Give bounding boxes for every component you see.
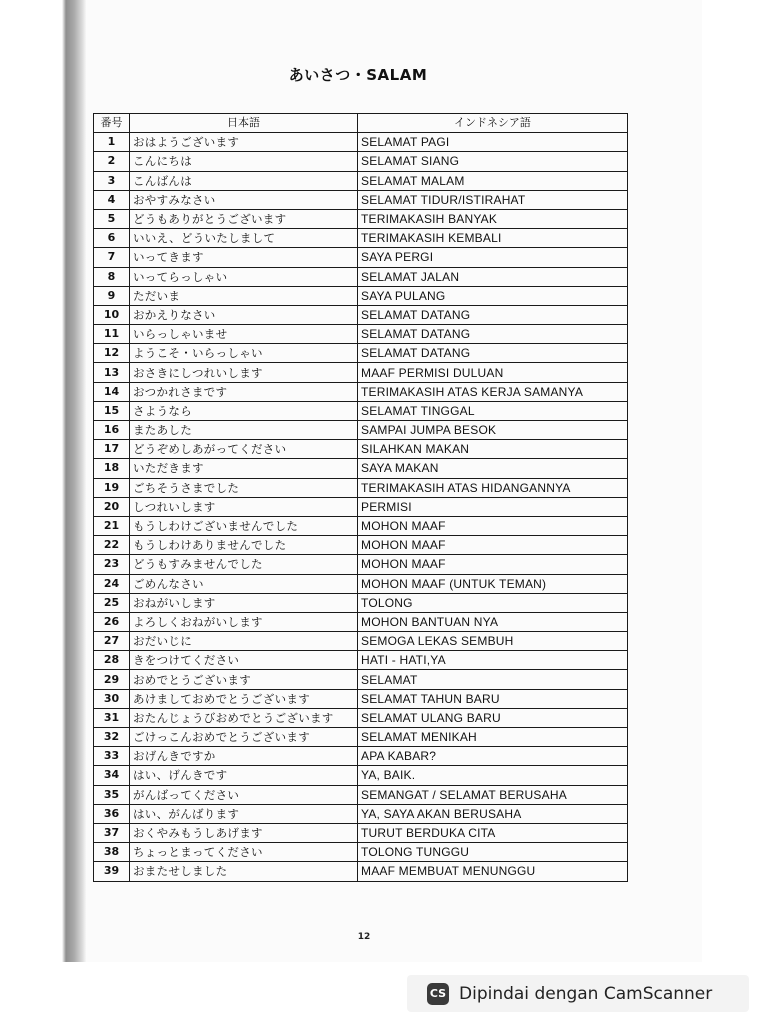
- row-number: 14: [94, 382, 130, 401]
- row-number: 34: [94, 766, 130, 785]
- japanese-phrase: いってらっしゃい: [130, 267, 358, 286]
- table-row: [94, 305, 628, 324]
- japanese-phrase: いらっしゃいませ: [130, 325, 358, 344]
- indonesian-translation: MAAF MEMBUAT MENUNGGU: [358, 862, 628, 881]
- table-row: [94, 804, 628, 823]
- japanese-phrase: ちょっとまってください: [130, 843, 358, 862]
- japanese-phrase: がんばってください: [130, 785, 358, 804]
- japanese-phrase: ごめんなさい: [130, 574, 358, 593]
- table-row: [94, 766, 628, 785]
- table-row: [94, 229, 628, 248]
- table-row: [94, 209, 628, 228]
- row-number: 36: [94, 804, 130, 823]
- table-row: [94, 843, 628, 862]
- row-number: 15: [94, 401, 130, 420]
- row-number: 23: [94, 555, 130, 574]
- watermark-text: Dipindai dengan CamScanner: [459, 983, 713, 1004]
- row-number: 18: [94, 459, 130, 478]
- japanese-phrase: もうしわけございませんでした: [130, 516, 358, 535]
- table-row: [94, 401, 628, 420]
- japanese-phrase: こんばんは: [130, 171, 358, 190]
- indonesian-translation: SEMANGAT / SELAMAT BERUSAHA: [358, 785, 628, 804]
- table-row: [94, 612, 628, 631]
- indonesian-translation: SELAMAT TAHUN BARU: [358, 689, 628, 708]
- japanese-phrase: おくやみもうしあげます: [130, 823, 358, 842]
- japanese-phrase: ようこそ・いらっしゃい: [130, 344, 358, 363]
- row-number: 39: [94, 862, 130, 881]
- table-row: [94, 267, 628, 286]
- indonesian-translation: SAMPAI JUMPA BESOK: [358, 421, 628, 440]
- row-number: 38: [94, 843, 130, 862]
- row-number: 5: [94, 209, 130, 228]
- row-number: 17: [94, 440, 130, 459]
- indonesian-translation: SILAHKAN MAKAN: [358, 440, 628, 459]
- indonesian-translation: SELAMAT TINGGAL: [358, 401, 628, 420]
- row-number: 16: [94, 421, 130, 440]
- indonesian-translation: MOHON MAAF: [358, 555, 628, 574]
- japanese-phrase: おさきにしつれいします: [130, 363, 358, 382]
- table-row: [94, 440, 628, 459]
- indonesian-translation: SELAMAT SIANG: [358, 152, 628, 171]
- indonesian-translation: SELAMAT: [358, 670, 628, 689]
- japanese-phrase: しつれいします: [130, 497, 358, 516]
- row-number: 28: [94, 651, 130, 670]
- table-row: [94, 497, 628, 516]
- table-row: [94, 248, 628, 267]
- row-number: 24: [94, 574, 130, 593]
- table-row: [94, 459, 628, 478]
- japanese-phrase: きをつけてください: [130, 651, 358, 670]
- indonesian-translation: SAYA PERGI: [358, 248, 628, 267]
- japanese-phrase: どうもすみませんでした: [130, 555, 358, 574]
- row-number: 2: [94, 152, 130, 171]
- japanese-phrase: はい、がんばります: [130, 804, 358, 823]
- table-header-row: [94, 114, 628, 133]
- row-number: 33: [94, 747, 130, 766]
- indonesian-translation: MOHON BANTUAN NYA: [358, 612, 628, 631]
- indonesian-translation: SELAMAT MENIKAH: [358, 728, 628, 747]
- page-title: あいさつ・SALAM: [288, 66, 428, 84]
- row-number: 19: [94, 478, 130, 497]
- indonesian-translation: TERIMAKASIH BANYAK: [358, 209, 628, 228]
- indonesian-translation: SAYA MAKAN: [358, 459, 628, 478]
- row-number: 9: [94, 286, 130, 305]
- japanese-phrase: いってきます: [130, 248, 358, 267]
- japanese-phrase: あけましておめでとうございます: [130, 689, 358, 708]
- japanese-phrase: またあした: [130, 421, 358, 440]
- japanese-phrase: どうぞめしあがってください: [130, 440, 358, 459]
- table-row: [94, 785, 628, 804]
- table-row: [94, 286, 628, 305]
- table-row: [94, 344, 628, 363]
- row-number: 21: [94, 516, 130, 535]
- indonesian-translation: SELAMAT TIDUR/ISTIRAHAT: [358, 190, 628, 209]
- row-number: 26: [94, 612, 130, 631]
- row-number: 3: [94, 171, 130, 190]
- row-number: 7: [94, 248, 130, 267]
- header-japanese: 日本語: [130, 114, 358, 133]
- header-number: 番号: [94, 114, 130, 133]
- row-number: 8: [94, 267, 130, 286]
- table-row: [94, 632, 628, 651]
- indonesian-translation: SELAMAT ULANG BARU: [358, 708, 628, 727]
- table-row: [94, 133, 628, 152]
- row-number: 31: [94, 708, 130, 727]
- page-number: 12: [357, 932, 371, 942]
- indonesian-translation: TERIMAKASIH ATAS HIDANGANNYA: [358, 478, 628, 497]
- indonesian-translation: SELAMAT DATANG: [358, 325, 628, 344]
- japanese-phrase: おめでとうございます: [130, 670, 358, 689]
- japanese-phrase: おかえりなさい: [130, 305, 358, 324]
- row-number: 25: [94, 593, 130, 612]
- header-indonesian: インドネシア語: [358, 114, 628, 133]
- table-row: [94, 689, 628, 708]
- japanese-phrase: ごちそうさまでした: [130, 478, 358, 497]
- indonesian-translation: MAAF PERMISI DULUAN: [358, 363, 628, 382]
- indonesian-translation: MOHON MAAF (UNTUK TEMAN): [358, 574, 628, 593]
- japanese-phrase: いただきます: [130, 459, 358, 478]
- row-number: 35: [94, 785, 130, 804]
- table-row: [94, 862, 628, 881]
- row-number: 13: [94, 363, 130, 382]
- scan-edge-shadow: [0, 0, 86, 962]
- table-row: [94, 728, 628, 747]
- table-row: [94, 823, 628, 842]
- japanese-phrase: ただいま: [130, 286, 358, 305]
- table-row: [94, 516, 628, 535]
- japanese-phrase: さようなら: [130, 401, 358, 420]
- indonesian-translation: SEMOGA LEKAS SEMBUH: [358, 632, 628, 651]
- indonesian-translation: SELAMAT PAGI: [358, 133, 628, 152]
- row-number: 10: [94, 305, 130, 324]
- table-row: [94, 670, 628, 689]
- indonesian-translation: TOLONG: [358, 593, 628, 612]
- table-row: [94, 593, 628, 612]
- row-number: 27: [94, 632, 130, 651]
- camscanner-watermark: [407, 975, 749, 1012]
- indonesian-translation: MOHON MAAF: [358, 516, 628, 535]
- japanese-phrase: おつかれさまです: [130, 382, 358, 401]
- japanese-phrase: おやすみなさい: [130, 190, 358, 209]
- japanese-phrase: おだいじに: [130, 632, 358, 651]
- row-number: 22: [94, 536, 130, 555]
- japanese-phrase: よろしくおねがいします: [130, 612, 358, 631]
- indonesian-translation: SAYA PULANG: [358, 286, 628, 305]
- japanese-phrase: おまたせしました: [130, 862, 358, 881]
- table-row: [94, 651, 628, 670]
- indonesian-translation: SELAMAT MALAM: [358, 171, 628, 190]
- japanese-phrase: おたんじょうびおめでとうございます: [130, 708, 358, 727]
- row-number: 4: [94, 190, 130, 209]
- table-row: [94, 478, 628, 497]
- row-number: 11: [94, 325, 130, 344]
- indonesian-translation: TOLONG TUNGGU: [358, 843, 628, 862]
- indonesian-translation: SELAMAT JALAN: [358, 267, 628, 286]
- indonesian-translation: PERMISI: [358, 497, 628, 516]
- row-number: 20: [94, 497, 130, 516]
- table-row: [94, 363, 628, 382]
- japanese-phrase: ごけっこんおめでとうございます: [130, 728, 358, 747]
- japanese-phrase: いいえ、どういたしまして: [130, 229, 358, 248]
- indonesian-translation: TERIMAKASIH KEMBALI: [358, 229, 628, 248]
- table-row: [94, 382, 628, 401]
- table-row: [94, 536, 628, 555]
- japanese-phrase: おげんきですか: [130, 747, 358, 766]
- indonesian-translation: YA, BAIK.: [358, 766, 628, 785]
- table-row: [94, 190, 628, 209]
- row-number: 6: [94, 229, 130, 248]
- table-row: [94, 152, 628, 171]
- camscanner-logo-icon: CS: [427, 983, 449, 1005]
- greetings-table: [93, 113, 628, 882]
- indonesian-translation: TERIMAKASIH ATAS KERJA SAMANYA: [358, 382, 628, 401]
- table-row: [94, 555, 628, 574]
- japanese-phrase: おはようございます: [130, 133, 358, 152]
- indonesian-translation: TURUT BERDUKA CITA: [358, 823, 628, 842]
- indonesian-translation: MOHON MAAF: [358, 536, 628, 555]
- indonesian-translation: SELAMAT DATANG: [358, 344, 628, 363]
- row-number: 29: [94, 670, 130, 689]
- indonesian-translation: SELAMAT DATANG: [358, 305, 628, 324]
- row-number: 12: [94, 344, 130, 363]
- table-body: [94, 133, 628, 881]
- indonesian-translation: APA KABAR?: [358, 747, 628, 766]
- japanese-phrase: もうしわけありませんでした: [130, 536, 358, 555]
- table-row: [94, 708, 628, 727]
- indonesian-translation: YA, SAYA AKAN BERUSAHA: [358, 804, 628, 823]
- japanese-phrase: どうもありがとうございます: [130, 209, 358, 228]
- indonesian-translation: HATI - HATI,YA: [358, 651, 628, 670]
- table-row: [94, 171, 628, 190]
- japanese-phrase: こんにちは: [130, 152, 358, 171]
- japanese-phrase: おねがいします: [130, 593, 358, 612]
- table-row: [94, 574, 628, 593]
- row-number: 30: [94, 689, 130, 708]
- row-number: 37: [94, 823, 130, 842]
- row-number: 32: [94, 728, 130, 747]
- table-row: [94, 421, 628, 440]
- japanese-phrase: はい、げんきです: [130, 766, 358, 785]
- table-row: [94, 747, 628, 766]
- table-row: [94, 325, 628, 344]
- row-number: 1: [94, 133, 130, 152]
